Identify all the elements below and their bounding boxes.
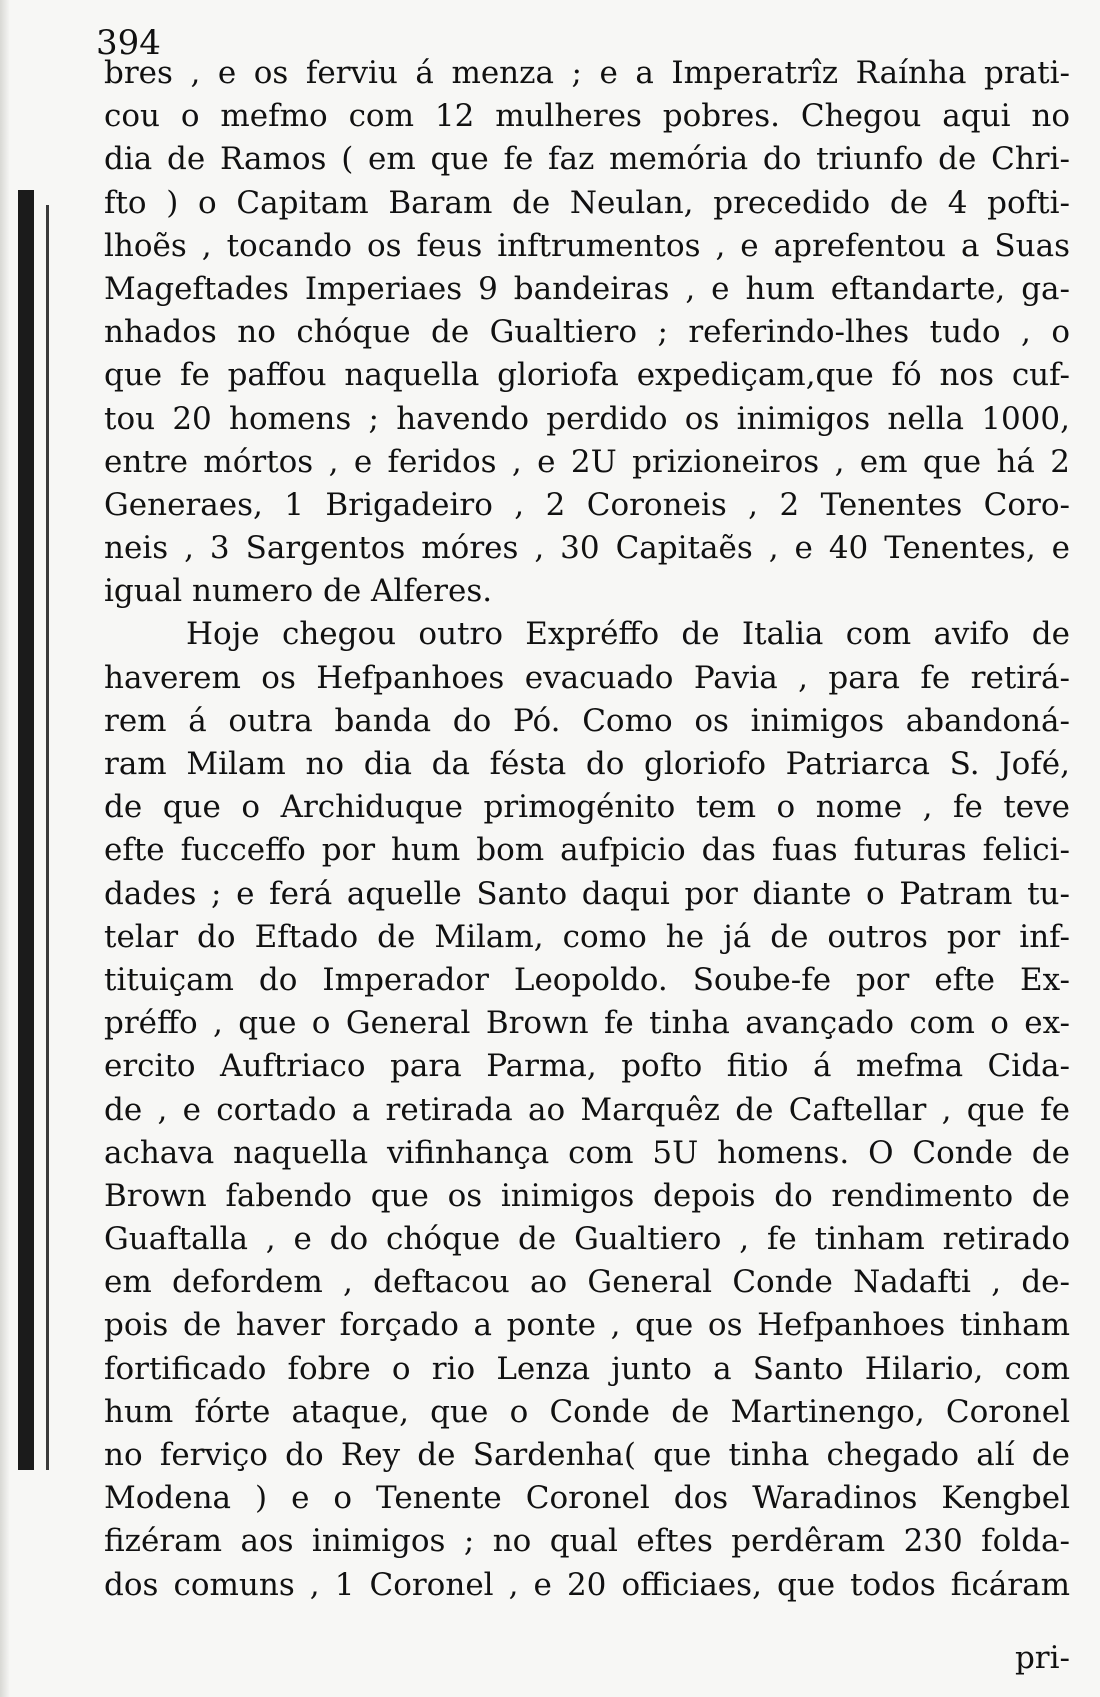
text-line: Brown fabendo que os inimigos depois do rendimento de <box>104 1177 1070 1214</box>
text-line: hum fórte ataque, que o Conde de Martinengo, Coronel <box>104 1393 1070 1430</box>
text-line: Guaftalla , e do chóque de Gualtiero , fe tinham retirado <box>104 1221 1070 1258</box>
text-line: pois de haver forçado a ponte , que os Hefpanhoes tinham <box>104 1307 1070 1344</box>
text-line: achava naquella vifinhança com 5U homens. O Conde de <box>104 1134 1070 1171</box>
text-line: Generaes, 1 Brigadeiro , 2 Coroneis , 2 Tenentes Coro- <box>104 486 1070 523</box>
text-line: bres , e os ferviu á menza ; e a Imperatrîz Raínha prati- <box>104 55 1070 91</box>
text-line: de que o Archiduque primogénito tem o nome , fe teve <box>104 789 1070 826</box>
text-line: entre mórtos , e feridos , e 2U prizioneiros , em que há 2 <box>104 443 1070 480</box>
text-line: de , e cortado a retirada ao Marquêz de Caftellar , que fe <box>104 1091 1070 1128</box>
text-line: rem á outra banda do Pó. Como os inimigos abandoná- <box>104 702 1070 739</box>
text-line: dia de Ramos ( em que fe faz memória do triunfo de Chri- <box>104 141 1070 178</box>
text-line: cou o mefmo com 12 mulheres pobres. Chegou aqui no <box>104 98 1070 135</box>
text-line: Mageftades Imperiaes 9 bandeiras , e hum eftandarte, ga- <box>104 270 1070 307</box>
text-line: em defordem , deftacou ao General Conde Nadafti , de- <box>104 1264 1070 1301</box>
text-line: neis , 3 Sargentos móres , 30 Capitaẽs , e 40 Tenentes, e <box>104 530 1070 567</box>
catchword: pri- <box>1014 1640 1070 1676</box>
text-line: dades ; e ferá aquelle Santo daqui por diante o Patram tu- <box>104 875 1070 912</box>
body-text <box>104 52 1070 1607</box>
text-line: Modena ) e o Tenente Coronel dos Waradinos Kengbel <box>104 1480 1070 1517</box>
text-line: ercito Auftriaco para Parma, pofto fitio á mefma Cida- <box>104 1048 1070 1085</box>
text-line: no ferviço do Rey de Sardenha( que tinha chegado alí de <box>104 1437 1070 1473</box>
text-line: lhoẽs , tocando os feus inftrumentos , e aprefentou a Suas <box>104 227 1070 264</box>
text-line: que fe paffou naquella gloriofa expediçam,que fó nos cuf- <box>104 357 1070 394</box>
text-line: ram Milam no dia da fésta do gloriofo Patriarca S. Jofé, <box>104 746 1070 782</box>
text-line: igual numero de Alferes. <box>104 573 493 610</box>
text-line: préffo , que o General Brown fe tinha avançado com o ex- <box>104 1005 1070 1042</box>
text-line: tituiçam do Imperador Leopoldo. Soube-fe por efte Ex- <box>104 961 1070 998</box>
text-line: dos comuns , 1 Coronel , e 20 officiaes, que todos ficáram <box>104 1566 1070 1603</box>
text-line: telar do Eftado de Milam, como he já de outros por inf- <box>104 918 1070 955</box>
binding-margin-bar <box>18 190 34 1470</box>
text-line: fizéram aos inimigos ; no qual eftes perdêram 230 folda- <box>104 1523 1070 1560</box>
text-line: fortificado fobre o rio Lenza junto a Santo Hilario, com <box>104 1350 1070 1387</box>
page-edge-shadow <box>0 0 10 1697</box>
text-line: haverem os Hefpanhoes evacuado Pavia , para fe retirá- <box>104 659 1070 696</box>
text-line: efte fucceffo por hum bom aufpicio das fuas futuras felici- <box>104 832 1070 869</box>
text-line: nhados no chóque de Gualtiero ; referindo-lhes tudo , o <box>104 314 1070 351</box>
paragraph-start-line: Hoje chegou outro Expréffo de Italia com avifo de <box>186 616 1070 653</box>
margin-rule <box>46 205 49 1470</box>
page-number: 394 <box>96 23 161 63</box>
text-line: tou 20 homens ; havendo perdido os inimigos nella 1000, <box>104 400 1070 437</box>
text-line: fto ) o Capitam Baram de Neulan, precedido de 4 pofti- <box>104 184 1070 221</box>
